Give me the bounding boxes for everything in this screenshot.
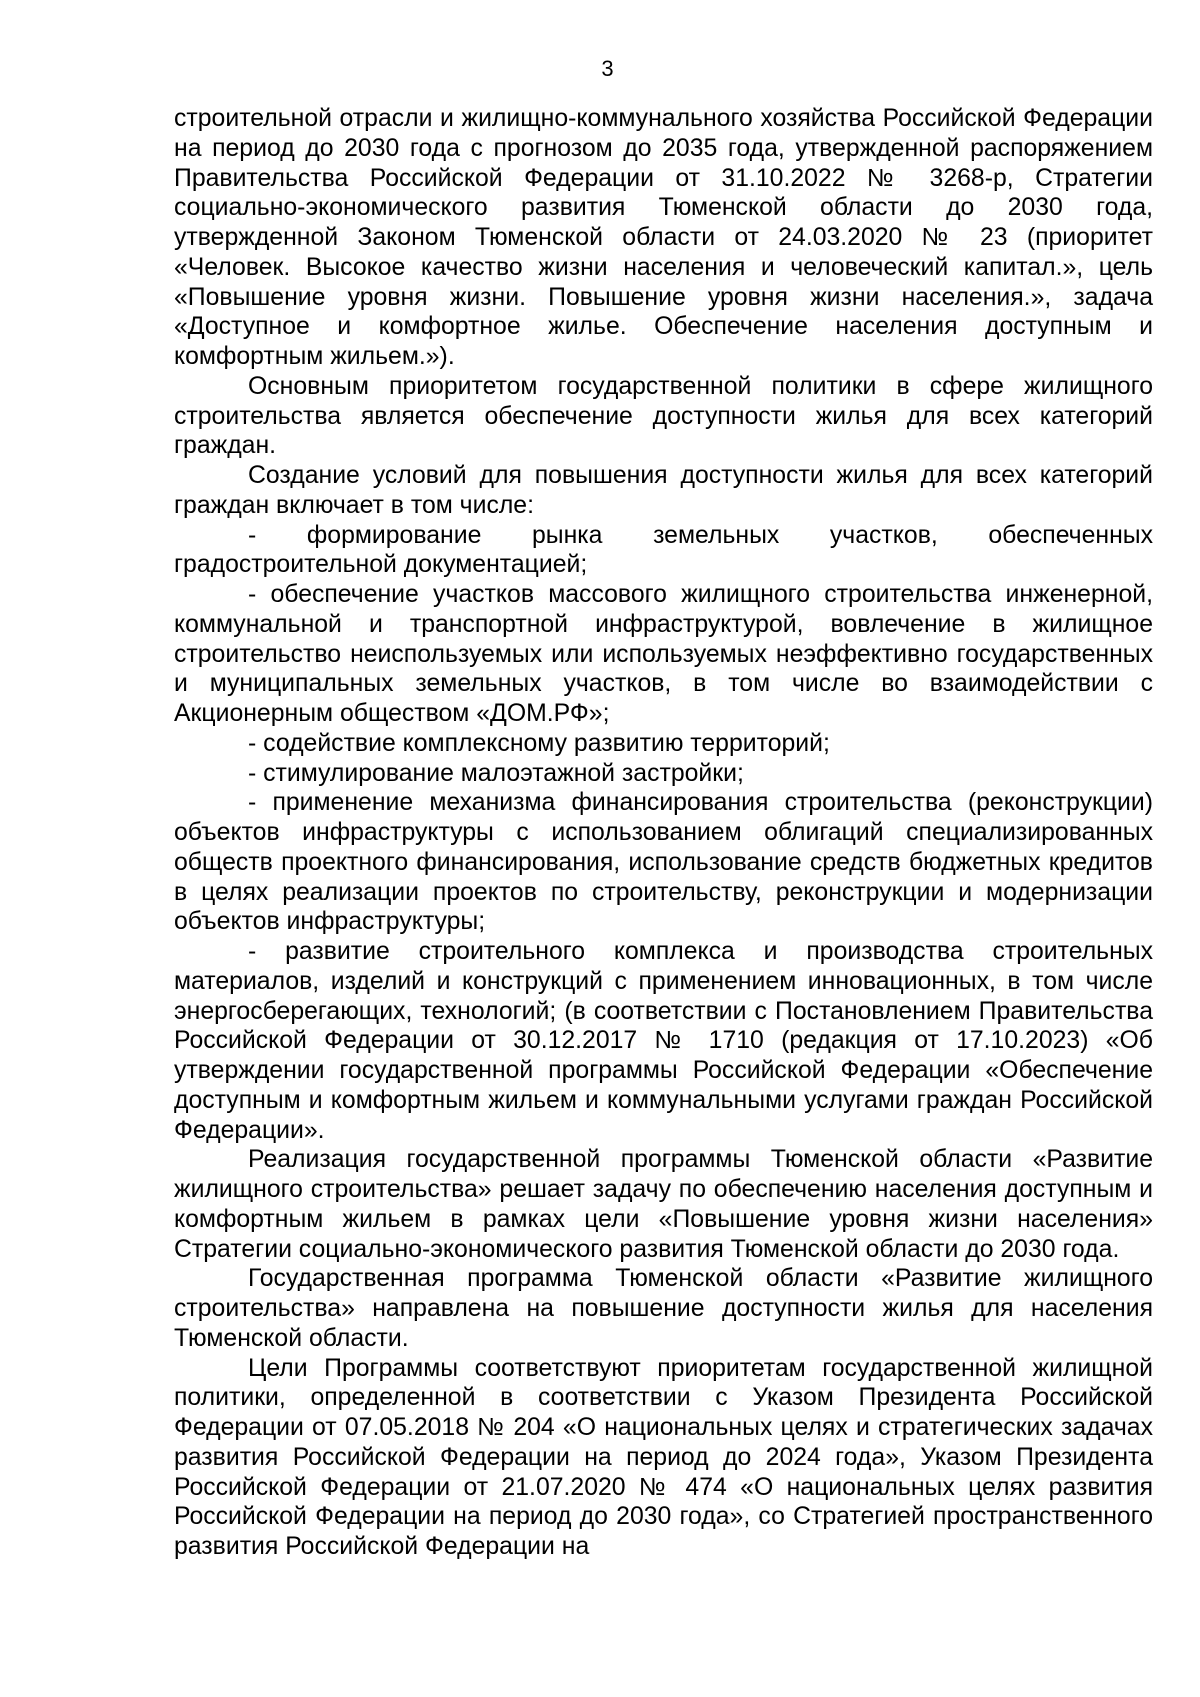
- list-item: - развитие строительного комплекса и производства строительных материалов, изделий и конструкций с применением инновационных, в том числе энергосберегающих, технологий; (в соответствии с Постановлением Правительства Российской Федерации от 30.12.2017 № 1710 (редакция от 17.10.2023) «Об утверждении государственной программы Российской Федерации «Обеспечение доступным и комфортным жильем и коммунальными услугами граждан Российской Федерации».: [174, 938, 1153, 1144]
- paragraph: Создание условий для повышения доступности жилья для всех категорий граждан включает в том числе:: [174, 462, 1153, 519]
- document-body: [174, 104, 1153, 1562]
- paragraph: Государственная программа Тюменской области «Развитие жилищного строительства» направлена на повышение доступности жилья для населения Тюменской области.: [174, 1265, 1153, 1352]
- paragraph: Основным приоритетом государственной политики в сфере жилищного строительства является обеспечение доступности жилья для всех категорий граждан.: [174, 372, 1153, 460]
- paragraph: строительной отрасли и жилищно-коммунального хозяйства Российской Федерации на период до 2030 года с прогнозом до 2035 года, утвержденной распоряжением Правительства Российской Федерации от 31.10.2022 № 3268-р, Стратегии социально-экономического развития Тюменской области до 2030 года, утвержденной Законом Тюменской области от 24.03.2020 № 23 (приоритет «Человек. Высокое качество жизни населения и человеческий капитал.», цель «Повышение уровня жизни. Повышение уровня жизни населения.», задача «Доступное и комфортное жилье. Обеспечение населения доступным и комфортным жильем.»).: [174, 105, 1153, 370]
- page-number: 3: [601, 56, 614, 81]
- list-item: - содействие комплексному развитию территорий;: [248, 729, 830, 757]
- paragraph: Реализация государственной программы Тюменской области «Развитие жилищного строительства» решает задачу по обеспечению населения доступным и комфортным жильем в рамках цели «Повышение уровня жизни населения» Стратегии социально-экономического развития Тюменской области до 2030 года.: [174, 1146, 1153, 1263]
- list-item: - применение механизма финансирования строительства (реконструкции) объектов инфраструктуры с использованием облигаций специализированных обществ проектного финансирования, использование средств бюджетных кредитов в целях реализации проектов по строительству, реконструкции и модернизации объектов инфраструктуры;: [174, 789, 1153, 936]
- list-item: - формирование рынка земельных участков, обеспеченных градостроительной документацией;: [174, 521, 1153, 579]
- list-item: - обеспечение участков массового жилищного строительства инженерной, коммунальной и транспортной инфраструктурой, вовлечение в жилищное строительство неиспользуемых или используемых неэффективно государственных и муниципальных земельных участков, в том числе во взаимодействии с Акционерным обществом «ДОМ.РФ»;: [174, 581, 1153, 727]
- list-item: - стимулирование малоэтажной застройки;: [248, 759, 744, 787]
- paragraph: Цели Программы соответствуют приоритетам государственной жилищной политики, определенной в соответствии с Указом Президента Российской Федерации от 07.05.2018 № 204 «О национальных целях и стратегических задачах развития Российской Федерации на период до 2024 года», Указом Президента Российской Федерации от 21.07.2020 № 474 «О национальных целях развития Российской Федерации на период до 2030 года», со Стратегией пространственного развития Российской Федерации на: [174, 1354, 1153, 1560]
